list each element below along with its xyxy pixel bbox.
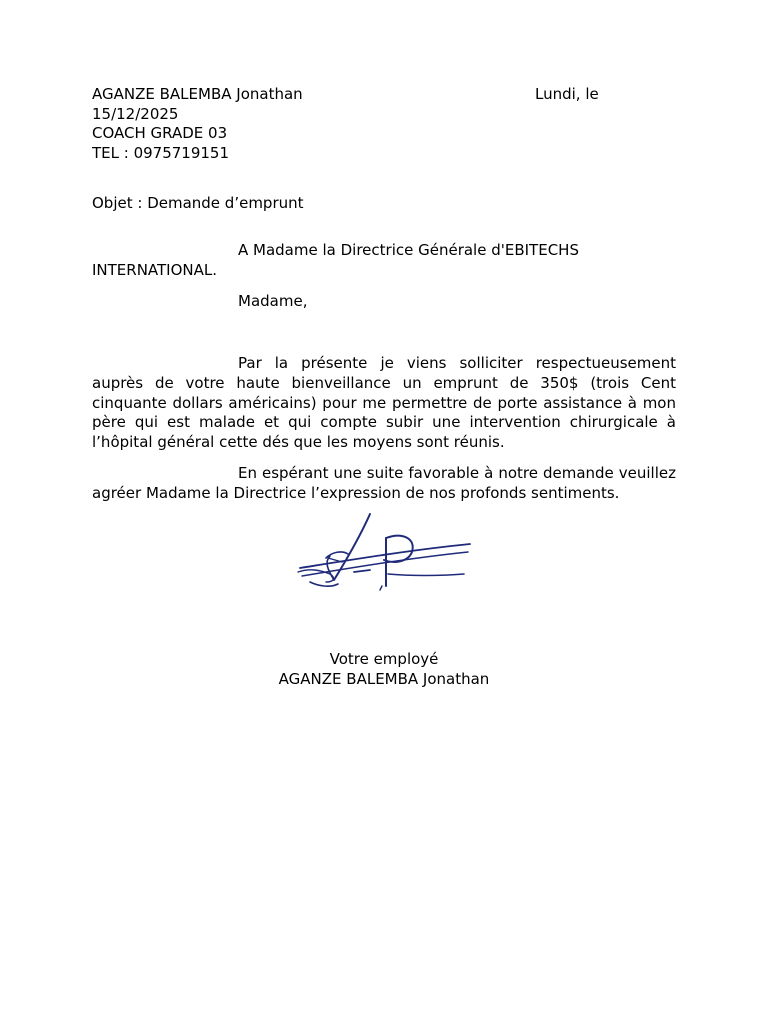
date-label: Lundi, le	[535, 85, 599, 103]
recipient-line: A Madame la Directrice Générale d'EBITECHS INTERNATIONAL.	[92, 241, 579, 279]
signature-strokes	[298, 514, 470, 590]
sender-grade: COACH GRADE 03	[92, 124, 228, 142]
sender-block	[92, 85, 632, 163]
letter-object: Objet : Demande d’emprunt	[92, 194, 304, 212]
salutation: Madame,	[238, 292, 308, 310]
sender-phone: TEL : 0975719151	[92, 143, 230, 162]
sender-header-line	[92, 85, 632, 105]
closing-label: Votre employé	[329, 650, 439, 668]
body-paragraph-2: En espérant une suite favorable à notre demande veuillez agréer Madame la Directrice l’expression de nos profonds sentiments.	[92, 464, 676, 502]
letter-date: 15/12/2025	[92, 104, 179, 123]
closing-signatory-name: AGANZE BALEMBA Jonathan	[278, 670, 490, 688]
body-paragraph-1: Par la présente je viens solliciter respectueusement auprès de votre haute bienveillance un emprunt de 350$ (trois Cent cinquante dollars américains) pour me permettre de porte assistance à mon père qui est malade et qui compte subir une intervention chirurgicale à l’hôpital général cette dés que les moyens sont réunis.	[92, 354, 676, 452]
sender-name: AGANZE BALEMBA Jonathan	[92, 85, 303, 103]
handwritten-signature	[290, 510, 480, 596]
closing-block	[0, 649, 768, 689]
